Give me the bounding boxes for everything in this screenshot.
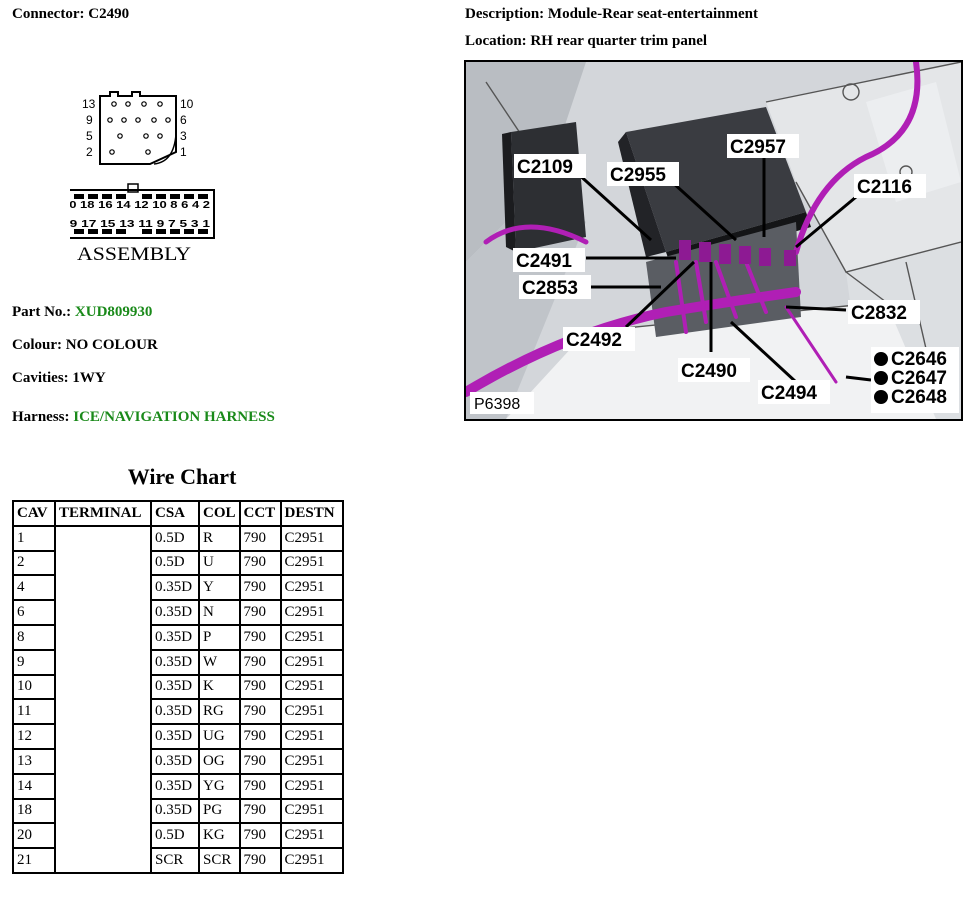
wire-chart-title: Wire Chart	[127, 464, 237, 489]
cell-cct: 790	[240, 823, 281, 848]
cavities-label: Cavities:	[12, 370, 69, 386]
callout-c2647: C2647	[891, 368, 947, 389]
svg-text:6: 6	[180, 113, 187, 127]
cell-cav: 20	[13, 823, 55, 848]
svg-text:2: 2	[86, 145, 93, 159]
cell-cct: 790	[240, 675, 281, 700]
svg-text:5: 5	[86, 129, 93, 143]
part-no-line	[12, 304, 152, 321]
cell-cct: 790	[240, 625, 281, 650]
cell-destn: C2951	[281, 650, 343, 675]
cell-terminal	[55, 526, 151, 873]
cell-cav: 12	[13, 724, 55, 749]
colour-line	[12, 337, 158, 354]
cell-cav: 2	[13, 551, 55, 576]
cell-csa: 0.5D	[151, 551, 199, 576]
cell-col: P	[199, 625, 240, 650]
callout-c2109: C2109	[517, 157, 573, 178]
cell-csa: 0.35D	[151, 749, 199, 774]
cell-cct: 790	[240, 724, 281, 749]
cell-cav: 13	[13, 749, 55, 774]
cell-destn: C2951	[281, 699, 343, 724]
svg-text:13: 13	[82, 97, 96, 111]
callout-c2491: C2491	[516, 251, 572, 272]
assembly-bottom-numbers: 19 17 15 13 11 9 7 5 3 1	[70, 219, 211, 230]
cell-cav: 11	[13, 699, 55, 724]
header-csa: CSA	[151, 501, 199, 526]
cell-destn: C2951	[281, 823, 343, 848]
cell-col: PG	[199, 799, 240, 824]
cell-col: K	[199, 675, 240, 700]
callout-c2648: C2648	[891, 387, 947, 408]
location-photo	[464, 60, 963, 421]
cell-col: N	[199, 600, 240, 625]
cell-csa: 0.35D	[151, 799, 199, 824]
cell-cct: 790	[240, 699, 281, 724]
cell-csa: 0.5D	[151, 526, 199, 551]
wire-chart-header-row	[13, 501, 343, 526]
cell-destn: C2951	[281, 575, 343, 600]
description-label: Description:	[465, 6, 545, 22]
cell-destn: C2951	[281, 848, 343, 873]
cell-destn: C2951	[281, 675, 343, 700]
cell-csa: 0.35D	[151, 675, 199, 700]
cell-cav: 8	[13, 625, 55, 650]
callout-c2494: C2494	[761, 383, 817, 404]
cell-cct: 790	[240, 848, 281, 873]
cell-csa: SCR	[151, 848, 199, 873]
harness-label: Harness:	[12, 409, 70, 425]
svg-text:9: 9	[86, 113, 93, 127]
connector-pin-diagram	[70, 88, 220, 268]
cell-cav: 6	[13, 600, 55, 625]
cell-cav: 1	[13, 526, 55, 551]
cell-destn: C2951	[281, 625, 343, 650]
cell-csa: 0.5D	[151, 823, 199, 848]
table-row	[13, 526, 343, 551]
cell-cct: 790	[240, 551, 281, 576]
assembly-housing	[70, 184, 214, 238]
cell-csa: 0.35D	[151, 774, 199, 799]
cell-col: R	[199, 526, 240, 551]
cell-col: OG	[199, 749, 240, 774]
header-cav: CAV	[13, 501, 55, 526]
cell-destn: C2951	[281, 749, 343, 774]
callout-c2646: C2646	[891, 349, 947, 370]
cell-cct: 790	[240, 799, 281, 824]
callout-c2853: C2853	[522, 278, 578, 299]
cell-cav: 18	[13, 799, 55, 824]
cell-col: W	[199, 650, 240, 675]
cell-col: UG	[199, 724, 240, 749]
connector-face	[100, 92, 176, 164]
callout-c2957: C2957	[730, 137, 786, 158]
cell-cct: 790	[240, 600, 281, 625]
description-value: Module-Rear seat-entertainment	[547, 6, 758, 22]
assembly-top-numbers: 20 18 16 14 12 10 8 6 4 2	[70, 200, 211, 211]
harness-value: ICE/NAVIGATION HARNESS	[73, 409, 275, 425]
photo-id-label: P6398	[474, 396, 521, 413]
cell-cct: 790	[240, 749, 281, 774]
cell-destn: C2951	[281, 526, 343, 551]
header-col: COL	[199, 501, 240, 526]
connector-label: Connector:	[12, 6, 85, 22]
cell-cct: 790	[240, 650, 281, 675]
svg-text:3: 3	[180, 129, 187, 143]
cell-col: RG	[199, 699, 240, 724]
cell-destn: C2951	[281, 551, 343, 576]
part-no-value: XUD809930	[74, 304, 153, 320]
cell-cav: 9	[13, 650, 55, 675]
cell-col: U	[199, 551, 240, 576]
harness-line	[12, 409, 275, 426]
cell-col: Y	[199, 575, 240, 600]
cell-csa: 0.35D	[151, 650, 199, 675]
cavities-line	[12, 370, 106, 387]
wire-chart-table	[12, 500, 344, 874]
cell-cav: 4	[13, 575, 55, 600]
colour-label: Colour:	[12, 337, 62, 353]
cell-destn: C2951	[281, 600, 343, 625]
cell-csa: 0.35D	[151, 575, 199, 600]
location-label: Location:	[465, 33, 527, 49]
callout-c2116: C2116	[857, 177, 912, 198]
header-terminal: TERMINAL	[55, 501, 151, 526]
cell-csa: 0.35D	[151, 699, 199, 724]
callout-c2832: C2832	[851, 303, 907, 324]
svg-text:1: 1	[180, 145, 187, 159]
header-destn: DESTN	[281, 501, 343, 526]
cell-destn: C2951	[281, 724, 343, 749]
cell-col: YG	[199, 774, 240, 799]
callout-c2490: C2490	[681, 361, 737, 382]
callout-c2492: C2492	[566, 330, 622, 351]
cell-cav: 10	[13, 675, 55, 700]
cell-cav: 14	[13, 774, 55, 799]
cavities-value: 1WY	[72, 370, 106, 386]
cell-col: KG	[199, 823, 240, 848]
cell-cct: 790	[240, 774, 281, 799]
cell-csa: 0.35D	[151, 724, 199, 749]
connector-line	[12, 6, 129, 23]
location-line	[465, 33, 707, 50]
cell-cav: 21	[13, 848, 55, 873]
cell-cct: 790	[240, 526, 281, 551]
assembly-label: ASSEMBLY	[77, 244, 192, 265]
cell-csa: 0.35D	[151, 625, 199, 650]
cell-destn: C2951	[281, 774, 343, 799]
cell-csa: 0.35D	[151, 600, 199, 625]
wire-chart-body	[13, 526, 343, 873]
connector-value: C2490	[88, 6, 130, 22]
cell-col: SCR	[199, 848, 240, 873]
callout-c2955: C2955	[610, 165, 666, 186]
part-no-label: Part No.:	[12, 304, 72, 320]
description-line	[465, 6, 758, 23]
location-value: RH rear quarter trim panel	[530, 33, 708, 49]
header-cct: CCT	[240, 501, 281, 526]
svg-text:10: 10	[180, 97, 194, 111]
cell-destn: C2951	[281, 799, 343, 824]
cell-cct: 790	[240, 575, 281, 600]
colour-value: NO COLOUR	[65, 337, 158, 353]
